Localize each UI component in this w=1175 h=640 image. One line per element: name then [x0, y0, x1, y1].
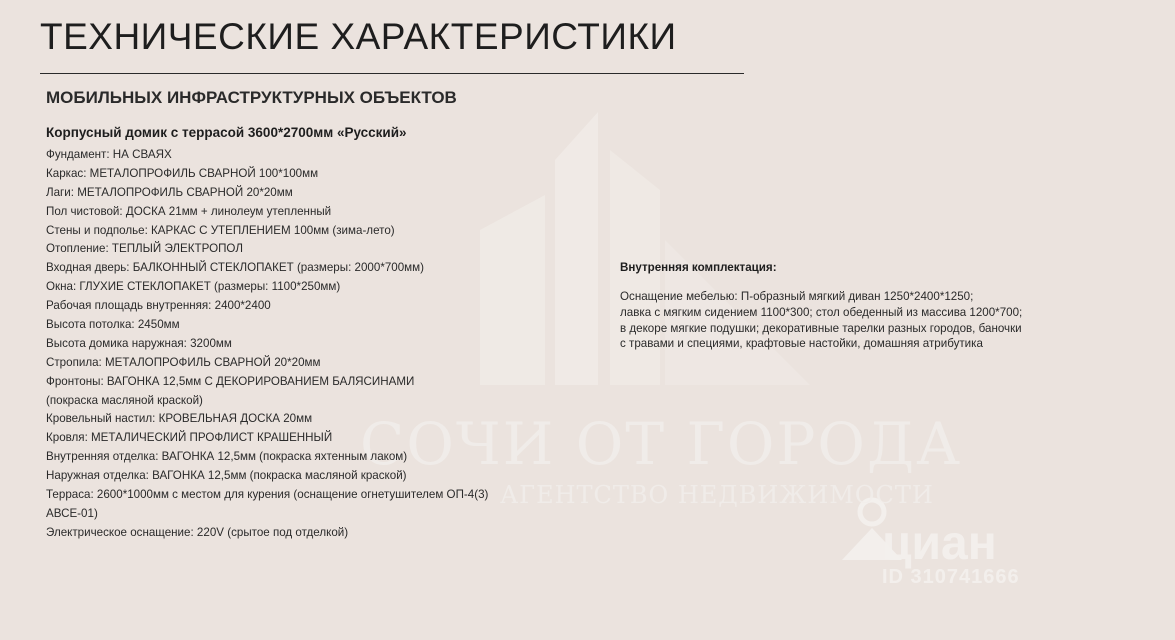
spec-item: Отопление: ТЕПЛЫЙ ЭЛЕКТРОПОЛ: [46, 242, 243, 256]
spec-item: Стены и подполье: КАРКАС С УТЕПЛЕНИЕМ 100мм (зима-лето): [46, 223, 395, 237]
spec-item: Входная дверь: БАЛКОННЫЙ СТЕКЛОПАКЕТ (размеры: 2000*700мм): [46, 261, 424, 275]
spec-list: [46, 146, 488, 543]
watermark-listing-id: ID 310741666: [882, 566, 1020, 588]
spec-item: Каркас: МЕТАЛОПРОФИЛЬ СВАРНОЙ 100*100мм: [46, 166, 319, 180]
spec-item: Фронтоны: ВАГОНКА 12,5мм С ДЕКОРИРОВАНИЕМ БАЛЯСИНАМИ: [46, 374, 415, 388]
spec-item: Лаги: МЕТАЛОПРОФИЛЬ СВАРНОЙ 20*20мм: [46, 185, 293, 199]
spec-item: Рабочая площадь внутренняя: 2400*2400: [46, 299, 271, 313]
spec-item: Терраса: 2600*1000мм с местом для курения (оснащение огнетушителем ОП-4(3): [46, 488, 489, 502]
spec-item: Окна: ГЛУХИЕ СТЕКЛОПАКЕТ (размеры: 1100*250мм): [46, 280, 341, 294]
page-subtitle: МОБИЛЬНЫХ ИНФРАСТРУКТУРНЫХ ОБЪЕКТОВ: [46, 88, 457, 107]
spec-item: Кровельный настил: КРОВЕЛЬНАЯ ДОСКА 20мм: [46, 412, 313, 426]
interior-line: Оснащение мебелью: П-образный мягкий диван 1250*2400*1250;: [620, 290, 974, 303]
title-divider: [40, 73, 744, 74]
spec-item: Пол чистовой: ДОСКА 21мм + линолеум утепленный: [46, 204, 332, 218]
spec-item: Фундамент: НА СВАЯХ: [46, 148, 172, 161]
interior-line: с травами и специями, крафтовые настойки, домашняя атрибутика: [620, 337, 983, 351]
spec-item: Электрическое оснащение: 220V (срытое под отделкой): [46, 525, 349, 539]
spec-item: (покраска масляной краской): [46, 393, 203, 407]
product-name: Корпусный домик с террасой 3600*2700мм «Русский»: [46, 125, 407, 140]
interior-line: в декоре мягкие подушки; декоративные тарелки разных городов, баночки: [620, 321, 1022, 335]
watermark-agency: АГЕНТСТВО НЕДВИЖИМОСТИ: [500, 481, 934, 509]
interior-description: [620, 289, 1022, 352]
spec-item: Наружная отделка: ВАГОНКА 12,5мм (покраска масляной краской): [46, 469, 407, 483]
spec-item: Высота потолка: 2450мм: [46, 318, 180, 332]
interior-heading: Внутренняя комплектация:: [620, 261, 777, 274]
spec-item: Стропила: МЕТАЛОПРОФИЛЬ СВАРНОЙ 20*20мм: [46, 355, 321, 369]
spec-item: Высота домика наружная: 3200мм: [46, 336, 232, 350]
spec-item: АВСЕ-01): [46, 506, 98, 520]
watermark-cian-logo: циан: [882, 517, 997, 570]
interior-line: лавка с мягким сидением 1100*300; стол обеденный из массива 1200*700;: [620, 305, 1023, 319]
page-title: ТЕХНИЧЕСКИЕ ХАРАКТЕРИСТИКИ: [40, 16, 677, 57]
spec-item: Внутренняя отделка: ВАГОНКА 12,5мм (покраска яхтенным лаком): [46, 450, 408, 464]
spec-item: Кровля: МЕТАЛИЧЕСКИЙ ПРОФЛИСТ КРАШЕННЫЙ: [46, 431, 333, 445]
watermark-brand: СОЧИ ОТ ГОРОДА: [360, 410, 963, 478]
